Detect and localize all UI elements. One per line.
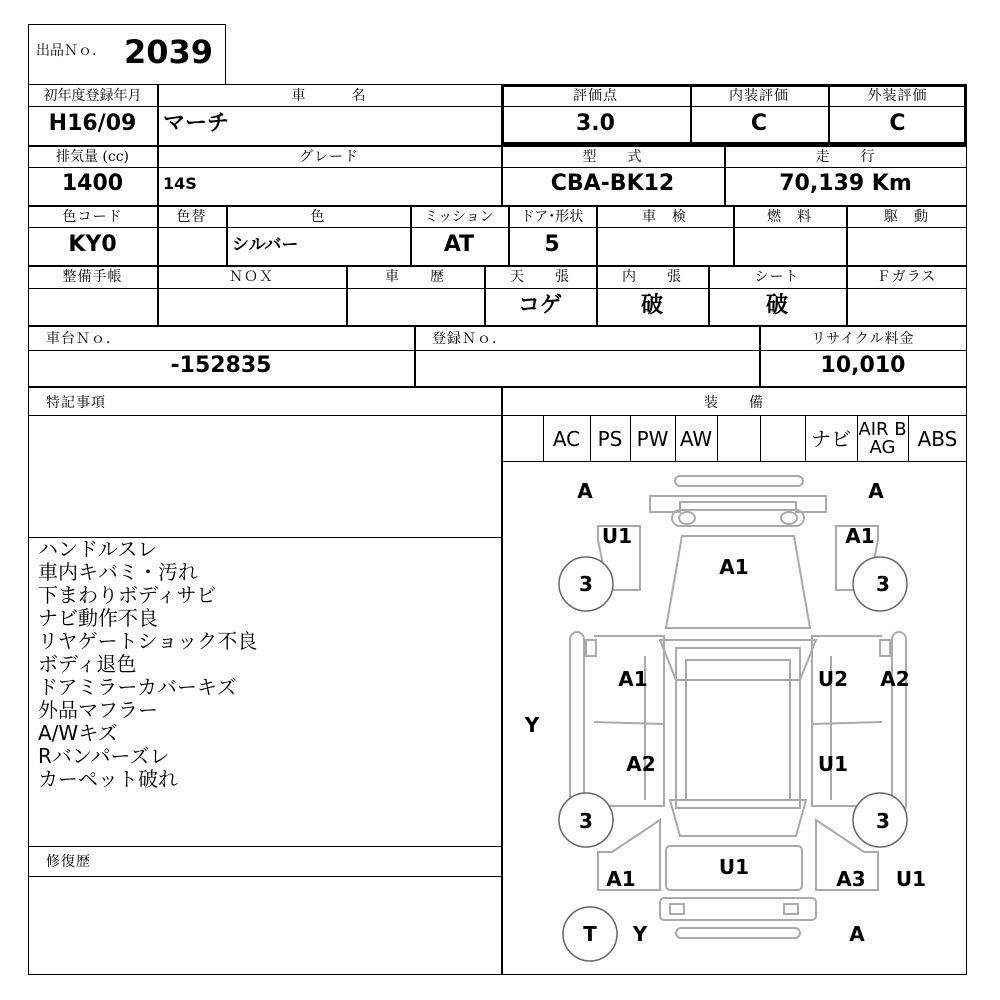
ceiling-label: 天 張 bbox=[510, 269, 570, 285]
damage-rear-door-left: A2 bbox=[626, 752, 656, 776]
equipment-item-blank1 bbox=[501, 419, 543, 459]
interior-label: 内装評価 bbox=[729, 88, 789, 104]
mission-label: ミッション bbox=[424, 209, 494, 225]
displacement-label: 排気量 (cc) bbox=[55, 149, 130, 165]
remark-item: ハンドルスレ bbox=[38, 537, 158, 561]
damage-rear-bumper-left: Y bbox=[632, 922, 648, 946]
damage-rear-fender-right: A3 bbox=[836, 867, 866, 891]
damage-front-wheel-right: 3 bbox=[876, 572, 890, 596]
equipment-item-blank3 bbox=[760, 419, 805, 459]
nox-label: ＮＯＸ bbox=[229, 269, 274, 285]
grade-value: 14S bbox=[163, 174, 197, 193]
recycle-label: リサイクル料金 bbox=[811, 331, 915, 347]
remark-item: 外品マフラー bbox=[38, 698, 158, 722]
lot-number: 2039 bbox=[124, 33, 214, 71]
equipment-item-blank2 bbox=[717, 419, 760, 459]
first-reg-label: 初年度登録年月 bbox=[43, 88, 142, 104]
remark-item: ボディ退色 bbox=[38, 652, 137, 676]
damage-rear-wheel-left: 3 bbox=[579, 809, 593, 833]
remark-item: ナビ動作不良 bbox=[38, 606, 158, 630]
car-diagram bbox=[502, 462, 966, 974]
equipment-item-ps: PS bbox=[597, 427, 623, 451]
remark-item: Rバンパーズレ bbox=[38, 744, 170, 768]
seat-value: 破 bbox=[765, 293, 788, 318]
damage-hood: A1 bbox=[719, 555, 749, 579]
chassis-no-value: -152835 bbox=[170, 353, 272, 378]
interior-lining-label: 内 張 bbox=[622, 269, 682, 285]
recycle-value: 10,010 bbox=[820, 353, 906, 378]
grade-label: グレード bbox=[299, 149, 359, 165]
notes-label: 特記事項 bbox=[46, 395, 106, 411]
service-book-label: 整備手帳 bbox=[62, 269, 123, 285]
damage-front-wheel-left: 3 bbox=[579, 572, 593, 596]
equipment-item-airbag: AIR BAG bbox=[858, 419, 907, 458]
displacement-value: 1400 bbox=[61, 171, 124, 196]
exterior-value: C bbox=[889, 111, 906, 136]
fuel-label: 燃 料 bbox=[767, 209, 812, 225]
remark-item: カーペット破れ bbox=[38, 767, 178, 791]
drive-label: 駆 動 bbox=[884, 209, 929, 225]
damage-left-side: Y bbox=[524, 713, 540, 737]
ceiling-value: コゲ bbox=[517, 293, 562, 318]
damage-rear-fender-left: A1 bbox=[606, 867, 636, 891]
damage-front-door-left: A1 bbox=[618, 667, 648, 691]
remark-item: A/Wキズ bbox=[38, 721, 118, 745]
remark-item: 下まわりボディサビ bbox=[38, 583, 217, 607]
color-change-label: 色替 bbox=[176, 209, 207, 225]
remarks-list bbox=[38, 538, 257, 791]
equipment-item-aw: AW bbox=[679, 427, 713, 451]
damage-rear-bumper-right: A bbox=[849, 922, 865, 946]
damage-front-door-right: U2 bbox=[817, 667, 849, 691]
model-value: CBA-BK12 bbox=[550, 171, 675, 196]
damage-rear-fender-right-outer: U1 bbox=[895, 867, 927, 891]
seat-label: シート bbox=[754, 269, 800, 285]
inspection-label: 車 検 bbox=[642, 209, 687, 225]
remark-item: 車内キバミ・汚れ bbox=[38, 560, 198, 584]
score-label: 評価点 bbox=[573, 88, 618, 104]
car-name-value: マーチ bbox=[163, 111, 230, 136]
history-label: 車 歴 bbox=[385, 269, 445, 285]
interior-value: C bbox=[750, 111, 768, 136]
chassis-no-label: 車台Ｎｏ． bbox=[46, 331, 121, 347]
color-code-value: KY0 bbox=[68, 232, 117, 257]
damage-tire-mark: T bbox=[583, 922, 597, 946]
damage-front-bumper-right: A bbox=[868, 479, 884, 503]
damage-front-fender-left: U1 bbox=[601, 524, 633, 548]
equipment-item-pw: PW bbox=[636, 427, 669, 451]
repair-label: 修復歴 bbox=[46, 854, 91, 870]
mileage-label: 走 行 bbox=[815, 149, 876, 165]
exterior-label: 外装評価 bbox=[867, 88, 928, 104]
model-label: 型 式 bbox=[582, 149, 643, 165]
score-value: 3.0 bbox=[576, 111, 615, 136]
damage-front-door-right-outer: A2 bbox=[880, 667, 910, 691]
damage-front-bumper-left: A bbox=[577, 479, 593, 503]
mileage-value: 70,139 Km bbox=[779, 171, 912, 196]
lot-label: 出品Ｎｏ． bbox=[36, 43, 106, 59]
color-value: シルバー bbox=[232, 235, 299, 255]
color-code-label: 色コード bbox=[62, 209, 123, 225]
equipment-label: 装 備 bbox=[704, 395, 764, 411]
remark-item: リヤゲートショック不良 bbox=[38, 629, 258, 653]
damage-rear-wheel-right: 3 bbox=[876, 809, 890, 833]
equipment-item-navi: ナビ bbox=[811, 427, 851, 451]
damage-rear-door-right: U1 bbox=[817, 752, 849, 776]
remark-item: ドアミラーカバーキズ bbox=[38, 675, 237, 699]
interior-lining-value: 破 bbox=[640, 293, 663, 318]
damage-front-fender-right: A1 bbox=[845, 524, 875, 548]
door-value: 5 bbox=[544, 232, 560, 257]
mission-value: AT bbox=[443, 232, 475, 257]
color-label: 色 bbox=[310, 209, 326, 225]
damage-back-door: U1 bbox=[718, 855, 750, 879]
reg-no-label: 登録Ｎｏ． bbox=[432, 331, 507, 347]
f-glass-label: Ｆガラス bbox=[876, 269, 937, 285]
first-reg-value: H16/09 bbox=[48, 111, 137, 136]
equipment-item-abs: ABS bbox=[917, 427, 958, 451]
door-label: ドア･形状 bbox=[520, 209, 584, 225]
equipment-item-ac: AC bbox=[552, 427, 581, 451]
car-name-label: 車 名 bbox=[291, 88, 367, 104]
